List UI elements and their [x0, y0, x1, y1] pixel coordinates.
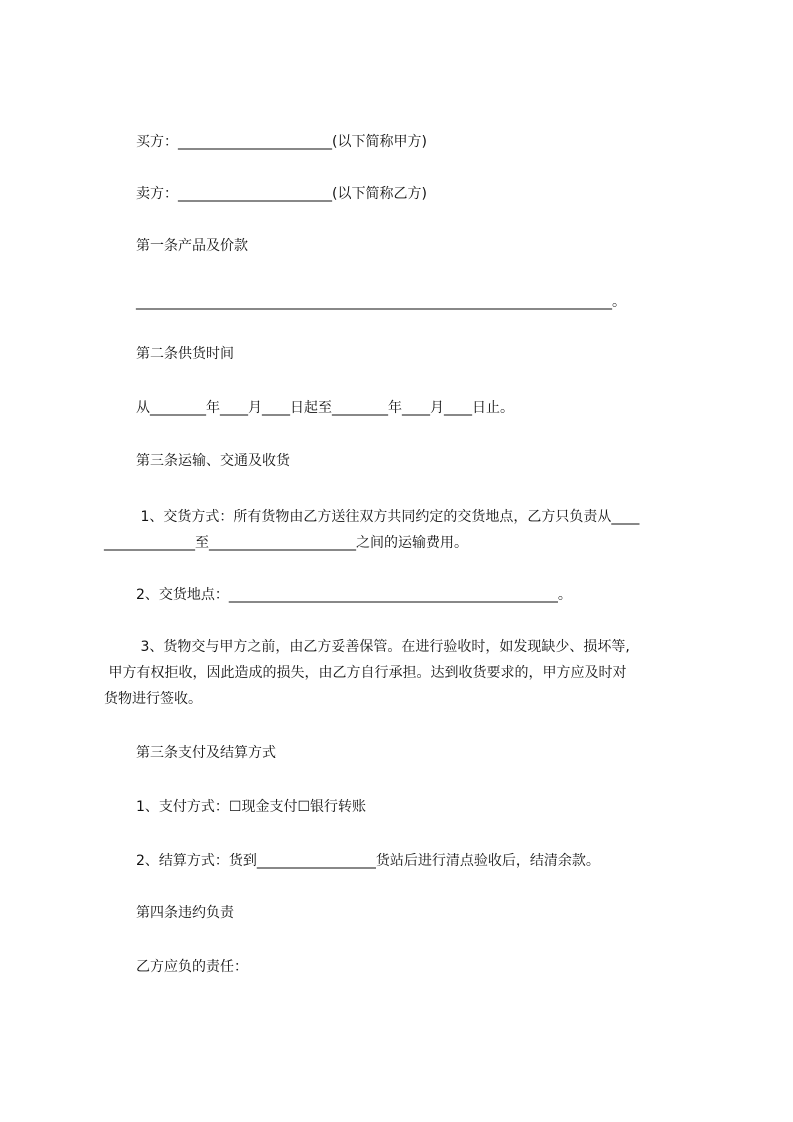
article4-sub: 乙方应负的责任： [136, 959, 248, 975]
article3-item3-line1: 3、货物交与甲方之前，由乙方妥善保管。在进行验收时，如发现缺少、损坏等, [136, 639, 630, 655]
article2-title: 第二条供货时间 [136, 346, 234, 362]
article3-item2: 2、交货地点：_______________________________________________。 [136, 587, 572, 603]
article3-item1-line1: 1、交货方式：所有货物由乙方送往双方共同约定的交货地点，乙方只负责从____ [136, 509, 640, 525]
article4-title: 第四条违约负责 [136, 905, 234, 921]
article1-title: 第一条产品及价款 [136, 238, 248, 254]
article2-period: 从________年____月____日起至________年____月____日止。 [136, 400, 514, 416]
payment-method: 1、支付方式：☐现金支付☐银行转账 [136, 799, 367, 815]
article3-title: 第三条运输、交通及收货 [136, 453, 290, 469]
article3-item1-line2: _____________至_____________________之间的运输费用。 [104, 535, 468, 551]
settlement-method: 2、结算方式：货到_________________货站后进行清点验收后，结清余款。 [136, 853, 600, 869]
buyer-line: 买方：______________________(以下简称甲方) [136, 134, 427, 150]
article1-blank: ____________________________________________________________________。 [136, 294, 626, 310]
seller-line: 卖方：______________________(以下简称乙方) [136, 186, 427, 202]
article3-item3-line2: 甲方有权拒收，因此造成的损失，由乙方自行承担。达到收货要求的，甲方应及时对 [104, 665, 627, 681]
article3b-title: 第三条支付及结算方式 [136, 745, 276, 761]
article3-item3-line3: 货物进行签收。 [104, 691, 202, 707]
